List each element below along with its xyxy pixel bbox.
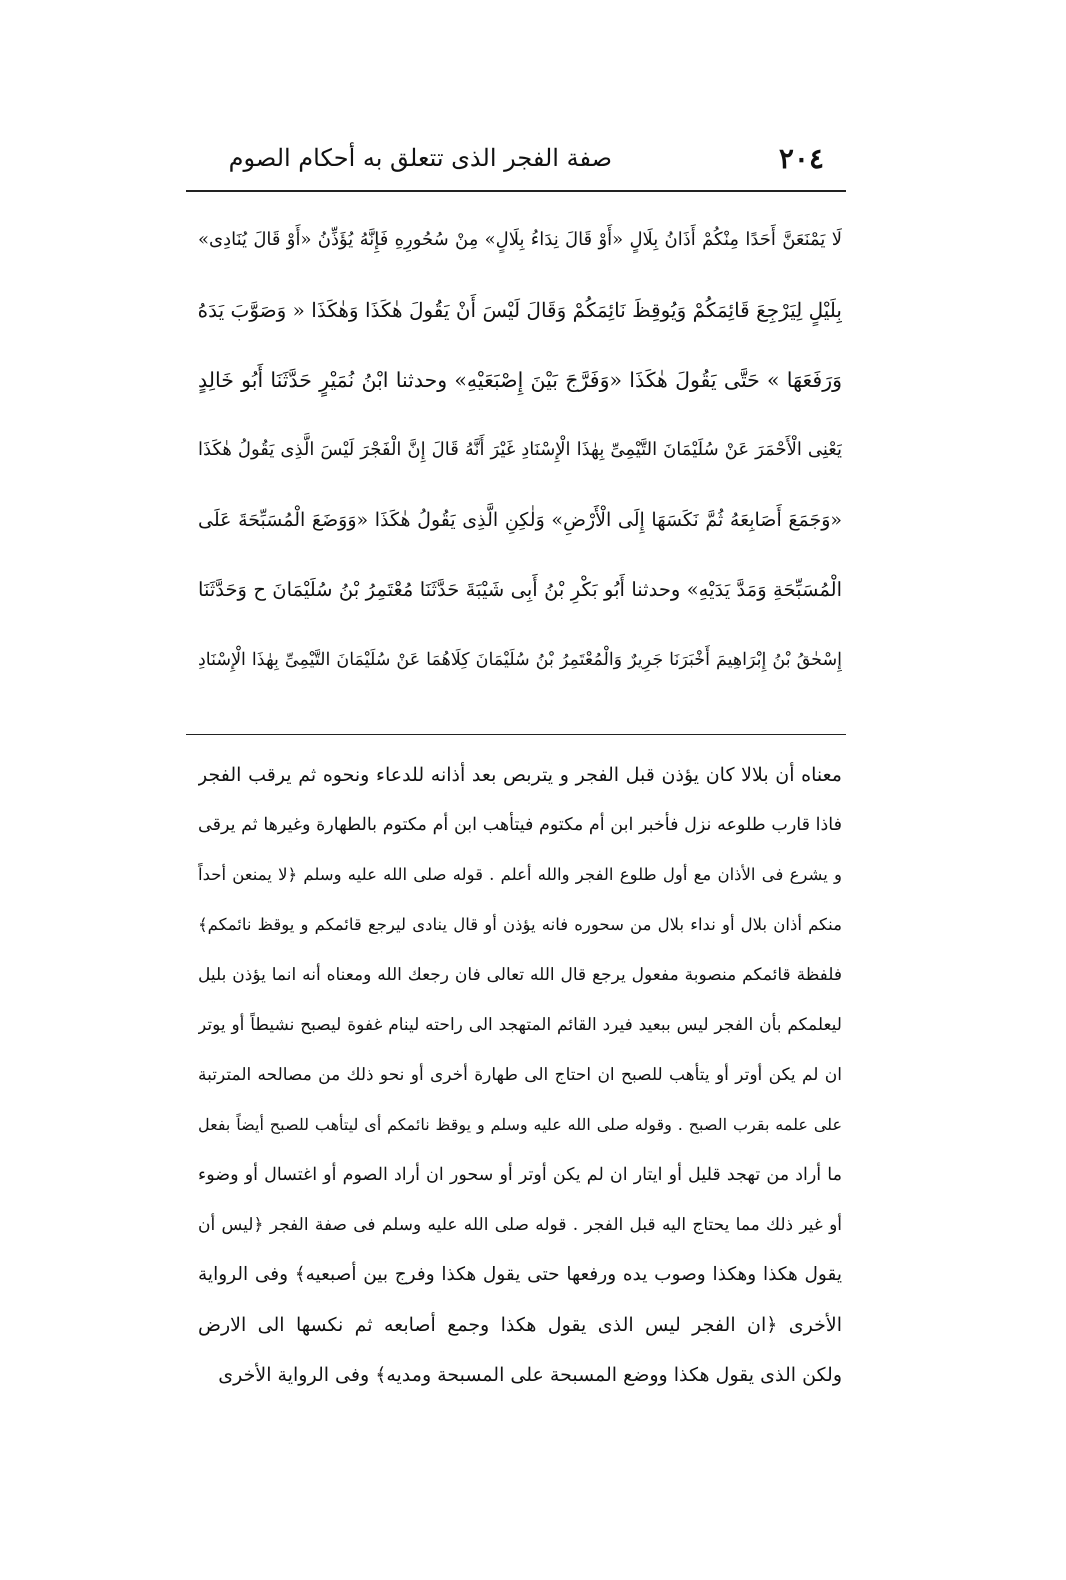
hadith-line: الْمُسَبِّحَةِ وَمَدَّ يَدَيْهِ» وحدثنا أَبُو بَكْرِ بْنُ أَبِى شَيْبَةَ حَدَّثَنَا مُعْتَمِرُ بْنُ سُلَيْمَانَ ح وَحَدَّثَنَا: [198, 578, 842, 601]
page-header: [180, 138, 842, 184]
commentary-line: ولكن الذى يقول هكذا ووضع المسبحة على المسبحة ومديه﴾ وفى الرواية الأخرى: [218, 1364, 842, 1386]
commentary-line: على علمه بقرب الصبح . وقوله صلى الله عليه وسلم و يوقظ نائمكم أى ليتأهب للصبح أيضاً بفعل: [198, 1115, 842, 1134]
commentary-line: يقول هكذا وهكذا وصوب يده ورفعها حتى يقول هكذا وفرج بين أصبعيه﴾ وفى الرواية: [198, 1264, 842, 1285]
commentary-line: فاذا قارب طلوعه نزل فأخبر ابن أم مكتوم فيتأهب ابن أم مكتوم بالطهارة وغيرها ثم يرقى: [198, 815, 842, 835]
header-rule: [186, 190, 846, 192]
commentary-line: و يشرع فى الأذان مع أول طلوع الفجر والله أعلم . قوله صلى الله عليه وسلم ﴿لا يمنعن أحداً: [198, 865, 842, 884]
commentary-line: منكم أذان بلال أو نداء بلال من سحوره فانه يؤذن أو قال ينادى ليرجع قائمكم و يوقظ نائمكم﴾: [198, 915, 842, 934]
commentary-line: ان لم يكن أوتر أو يتأهب للصبح ان احتاج الى طهارة أخرى أو نحو ذلك من مصالحه المترتبة: [198, 1065, 842, 1085]
hadith-line: بِلَيْلٍ لِيَرْجِعَ قَائِمَكُمْ وَيُوقِظَ نَائِمَكُمْ وَقَالَ لَيْسَ أَنْ يَقُولَ هٰكَذَا وَهٰكَذَا « وَصَوَّبَ يَدَهُ: [198, 298, 842, 322]
commentary-line: الأخرى ﴿ان الفجر ليس الذى يقول هكذا وجمع أصابعه ثم نكسها الى الارض: [198, 1314, 842, 1336]
commentary-block: [198, 752, 842, 1402]
running-title: صفة الفجر الذى تتعلق به أحكام الصوم: [228, 144, 612, 172]
hadith-line: إِسْحٰقُ بْنُ إِبْرَاهِيمَ أَخْبَرَنَا جَرِيرٌ وَالْمُعْتَمِرُ بْنُ سُلَيْمَانَ كِلَاهُمَا عَنْ سُلَيْمَانَ التَّيْمِىِّ بِهٰذَا الْإِسْنَادِ: [198, 650, 842, 670]
hadith-line: لَا يَمْنَعَنَّ أَحَدًا مِنْكُمْ أَذَانُ بِلَالٍ «أَوْ قَالَ نِدَاءُ بِلَالٍ» مِنْ سُحُورِهِ فَإِنَّهُ يُؤَذِّنُ «أَوْ قَالَ يُنَادِى»: [198, 229, 842, 250]
page-number: ٢٠٤: [778, 142, 824, 175]
commentary-line: أو غير ذلك مما يحتاج اليه قبل الفجر . قوله صلى الله عليه وسلم فى صفة الفجر ﴿ليس أن: [198, 1215, 842, 1235]
hadith-line: «وَجَمَعَ أَصَابِعَهُ ثُمَّ نَكَسَهَا إِلَى الْأَرْضِ» وَلٰكِنِ الَّذِى يَقُولُ هٰكَذَا «وَوَضَعَ الْمُسَبِّحَةَ عَلَى: [198, 509, 842, 531]
hadith-text-block: [198, 208, 842, 698]
hadith-line: وَرَفَعَهَا » حَتَّى يَقُولَ هٰكَذَا «وَفَرَّجَ بَيْنَ إِصْبَعَيْهِ» وحدثنا ابْنُ نُمَيْرٍ حَدَّثَنَا أَبُو خَالِدٍ: [198, 368, 842, 392]
commentary-line: ليعلمكم بأن الفجر ليس ببعيد فيرد القائم المتهجد الى راحته لينام غفوة ليصبح نشيطاً أو يوتر: [198, 1015, 842, 1035]
section-divider: [186, 734, 846, 735]
hadith-line: يَعْنِى الْأَحْمَرَ عَنْ سُلَيْمَانَ التَّيْمِىِّ بِهٰذَا الْإِسْنَادِ غَيْرَ أَنَّهُ قَالَ إِنَّ الْفَجْرَ لَيْسَ الَّذِى يَقُولُ هٰكَذَا: [198, 439, 842, 460]
commentary-line: ما أراد من تهجد قليل أو ايتار ان لم يكن أوتر أو سحور ان أراد الصوم أو اغتسال أو وضوء: [198, 1165, 842, 1185]
commentary-line: معناه أن بلالا كان يؤذن قبل الفجر و يتربص بعد أذانه للدعاء ونحوه ثم يرقب الفجر: [198, 764, 842, 786]
commentary-line: فلفظة قائمكم منصوبة مفعول يرجع قال الله تعالى فان رجعك الله ومعناه أنه انما يؤذن بليل: [198, 965, 842, 985]
